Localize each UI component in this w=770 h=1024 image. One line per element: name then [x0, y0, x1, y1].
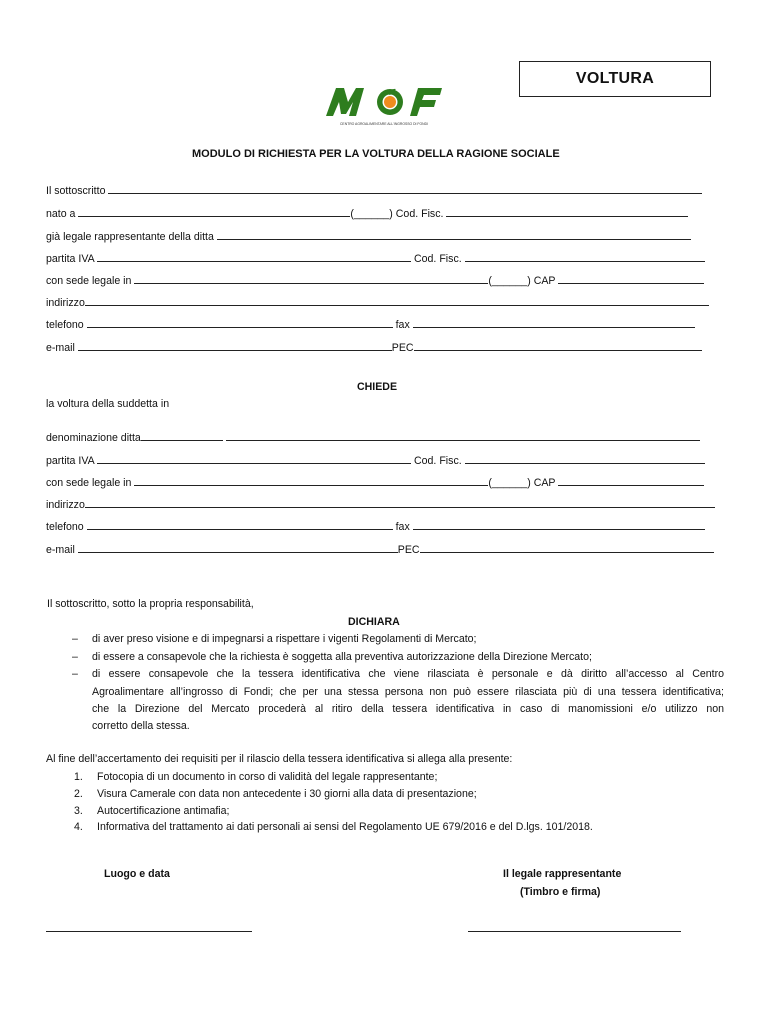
label-pec: PEC — [397, 544, 420, 556]
row-indirizzo-2 — [46, 498, 715, 511]
field-cap[interactable] — [558, 476, 704, 486]
field-nato-a[interactable] — [78, 207, 350, 217]
row-sottoscritto — [46, 184, 702, 197]
field-fax[interactable] — [413, 520, 705, 530]
row-sede-2 — [46, 476, 704, 489]
voltura-badge — [519, 61, 711, 97]
timbro-label: (Timbro e firma) — [520, 886, 601, 898]
label-indirizzo: indirizzo — [46, 297, 85, 309]
field-indirizzo[interactable] — [85, 498, 715, 508]
bullet-dash: – — [72, 668, 78, 680]
field-email[interactable] — [78, 341, 392, 351]
field-sede[interactable] — [134, 476, 488, 486]
field-provincia[interactable]: (______) — [488, 275, 531, 287]
row-email — [46, 341, 702, 354]
bullet-dash: – — [72, 651, 78, 663]
luogo-data-label: Luogo e data — [104, 868, 170, 880]
voltura-label: VOLTURA — [575, 70, 655, 87]
row-partita-iva-2 — [46, 454, 705, 467]
label-sottoscritto: Il sottoscritto — [46, 185, 106, 197]
field-provincia[interactable]: (______) — [350, 208, 393, 220]
field-indirizzo[interactable] — [85, 296, 709, 306]
allegato-1: Fotocopia di un documento in corso di validità del legale rappresentante; — [97, 771, 438, 783]
bullet-dash: – — [72, 633, 78, 645]
dichiarazione-3-line-1: di essere consapevole che la tessera identificativa che viene rilasciata è personale e dà diritto all’accesso al Centro — [92, 668, 724, 680]
allegato-4: Informativa del trattamento ai dati personali ai sensi del Regolamento UE 679/2016 e del D.lgs. 101/2018. — [97, 821, 593, 833]
dichiarazione-2: di essere a consapevole che la richiesta è soggetta alla preventiva autorizzazione della Direzione Mercato; — [92, 651, 592, 663]
label-sede: con sede legale in — [46, 477, 132, 489]
label-partita-iva: partita IVA — [46, 455, 95, 467]
allegato-2: Visura Camerale con data non antecedente i 30 giorni alla data di presentazione; — [97, 788, 477, 800]
label-email: e-mail — [46, 342, 75, 354]
row-denominazione — [46, 431, 700, 444]
field-cod-fisc[interactable] — [446, 207, 688, 217]
label-cap: CAP — [533, 275, 556, 287]
label-cod-fisc: Cod. Fisc. — [414, 455, 462, 467]
row-telefono — [46, 318, 695, 331]
row-indirizzo — [46, 296, 709, 309]
field-partita-iva[interactable] — [97, 454, 411, 464]
label-sede: con sede legale in — [46, 275, 132, 287]
field-provincia[interactable]: (______) — [488, 477, 531, 489]
label-cap: CAP — [533, 477, 556, 489]
dichiarazione-1: di aver preso visione e di impegnarsi a rispettare i vigenti Regolamenti di Mercato; — [92, 633, 477, 645]
row-telefono-2 — [46, 520, 705, 533]
chiede-heading: CHIEDE — [357, 381, 398, 393]
row-sede — [46, 274, 704, 287]
form-title: MODULO DI RICHIESTA PER LA VOLTURA DELLA RAGIONE SOCIALE — [192, 148, 560, 160]
field-fax[interactable] — [413, 318, 695, 328]
field-cod-fisc[interactable] — [465, 454, 705, 464]
field-partita-iva[interactable] — [97, 252, 411, 262]
label-nato-a: nato a — [46, 208, 76, 220]
label-gia-legale: già legale rappresentante della ditta — [46, 231, 214, 243]
allegati-intro: Al fine dell’accertamento dei requisiti per il rilascio della tessera identificativa si allega alla presente: — [46, 753, 513, 765]
field-denominazione-b[interactable] — [226, 431, 700, 441]
field-pec[interactable] — [420, 543, 714, 553]
field-email[interactable] — [78, 543, 398, 553]
label-indirizzo: indirizzo — [46, 499, 85, 511]
label-pec: PEC — [391, 342, 414, 354]
label-cod-fisc: Cod. Fisc. — [395, 208, 444, 220]
label-email: e-mail — [46, 544, 75, 556]
label-telefono: telefono — [46, 319, 84, 331]
logo-subtitle: CENTRO AGROALIMENTARE ALL'INGROSSO DI FONDI — [339, 122, 429, 126]
row-email-2 — [46, 543, 714, 556]
label-cod-fisc: Cod. Fisc. — [414, 253, 462, 265]
dichiarazione-3-line-4: corretto della stessa. — [92, 720, 190, 732]
field-sottoscritto[interactable] — [108, 184, 702, 194]
label-fax: fax — [395, 319, 410, 331]
firma-field[interactable] — [468, 931, 681, 932]
field-cod-fisc[interactable] — [465, 252, 705, 262]
allegato-3: Autocertificazione antimafia; — [97, 805, 230, 817]
legale-label: Il legale rappresentante — [503, 868, 622, 880]
field-telefono[interactable] — [87, 318, 393, 328]
field-cap[interactable] — [558, 274, 704, 284]
label-partita-iva: partita IVA — [46, 253, 95, 265]
field-telefono[interactable] — [87, 520, 393, 530]
responsabilita-text: Il sottoscritto, sotto la propria responsabilità, — [47, 598, 254, 610]
dichiara-heading: DICHIARA — [348, 616, 400, 628]
field-sede[interactable] — [134, 274, 488, 284]
row-partita-iva — [46, 252, 705, 265]
dichiarazione-3-line-3: che la Direzione del Mercato procederà al ritiro della tessera identificativa in caso di manomissioni e/o utilizzo non — [92, 703, 724, 715]
mof-logo — [322, 82, 446, 128]
voltura-text: la voltura della suddetta in — [46, 398, 170, 410]
allegato-num: 4. — [74, 821, 83, 833]
field-ditta[interactable] — [217, 230, 691, 240]
label-fax: fax — [395, 521, 410, 533]
allegato-num: 2. — [74, 788, 83, 800]
field-pec[interactable] — [414, 341, 702, 351]
label-denominazione: denominazione ditta — [46, 432, 141, 444]
label-telefono: telefono — [46, 521, 84, 533]
row-gia-legale — [46, 230, 691, 243]
dichiarazione-3-line-2: Agroalimentare all’ingrosso di Fondi; che per una stessa persona non può essere rilasciata più di una tessera identificativa; — [92, 686, 724, 698]
allegato-num: 1. — [74, 771, 83, 783]
field-denominazione-a[interactable] — [141, 431, 223, 441]
allegato-num: 3. — [74, 805, 83, 817]
luogo-data-field[interactable] — [46, 931, 252, 932]
row-nato — [46, 207, 688, 220]
